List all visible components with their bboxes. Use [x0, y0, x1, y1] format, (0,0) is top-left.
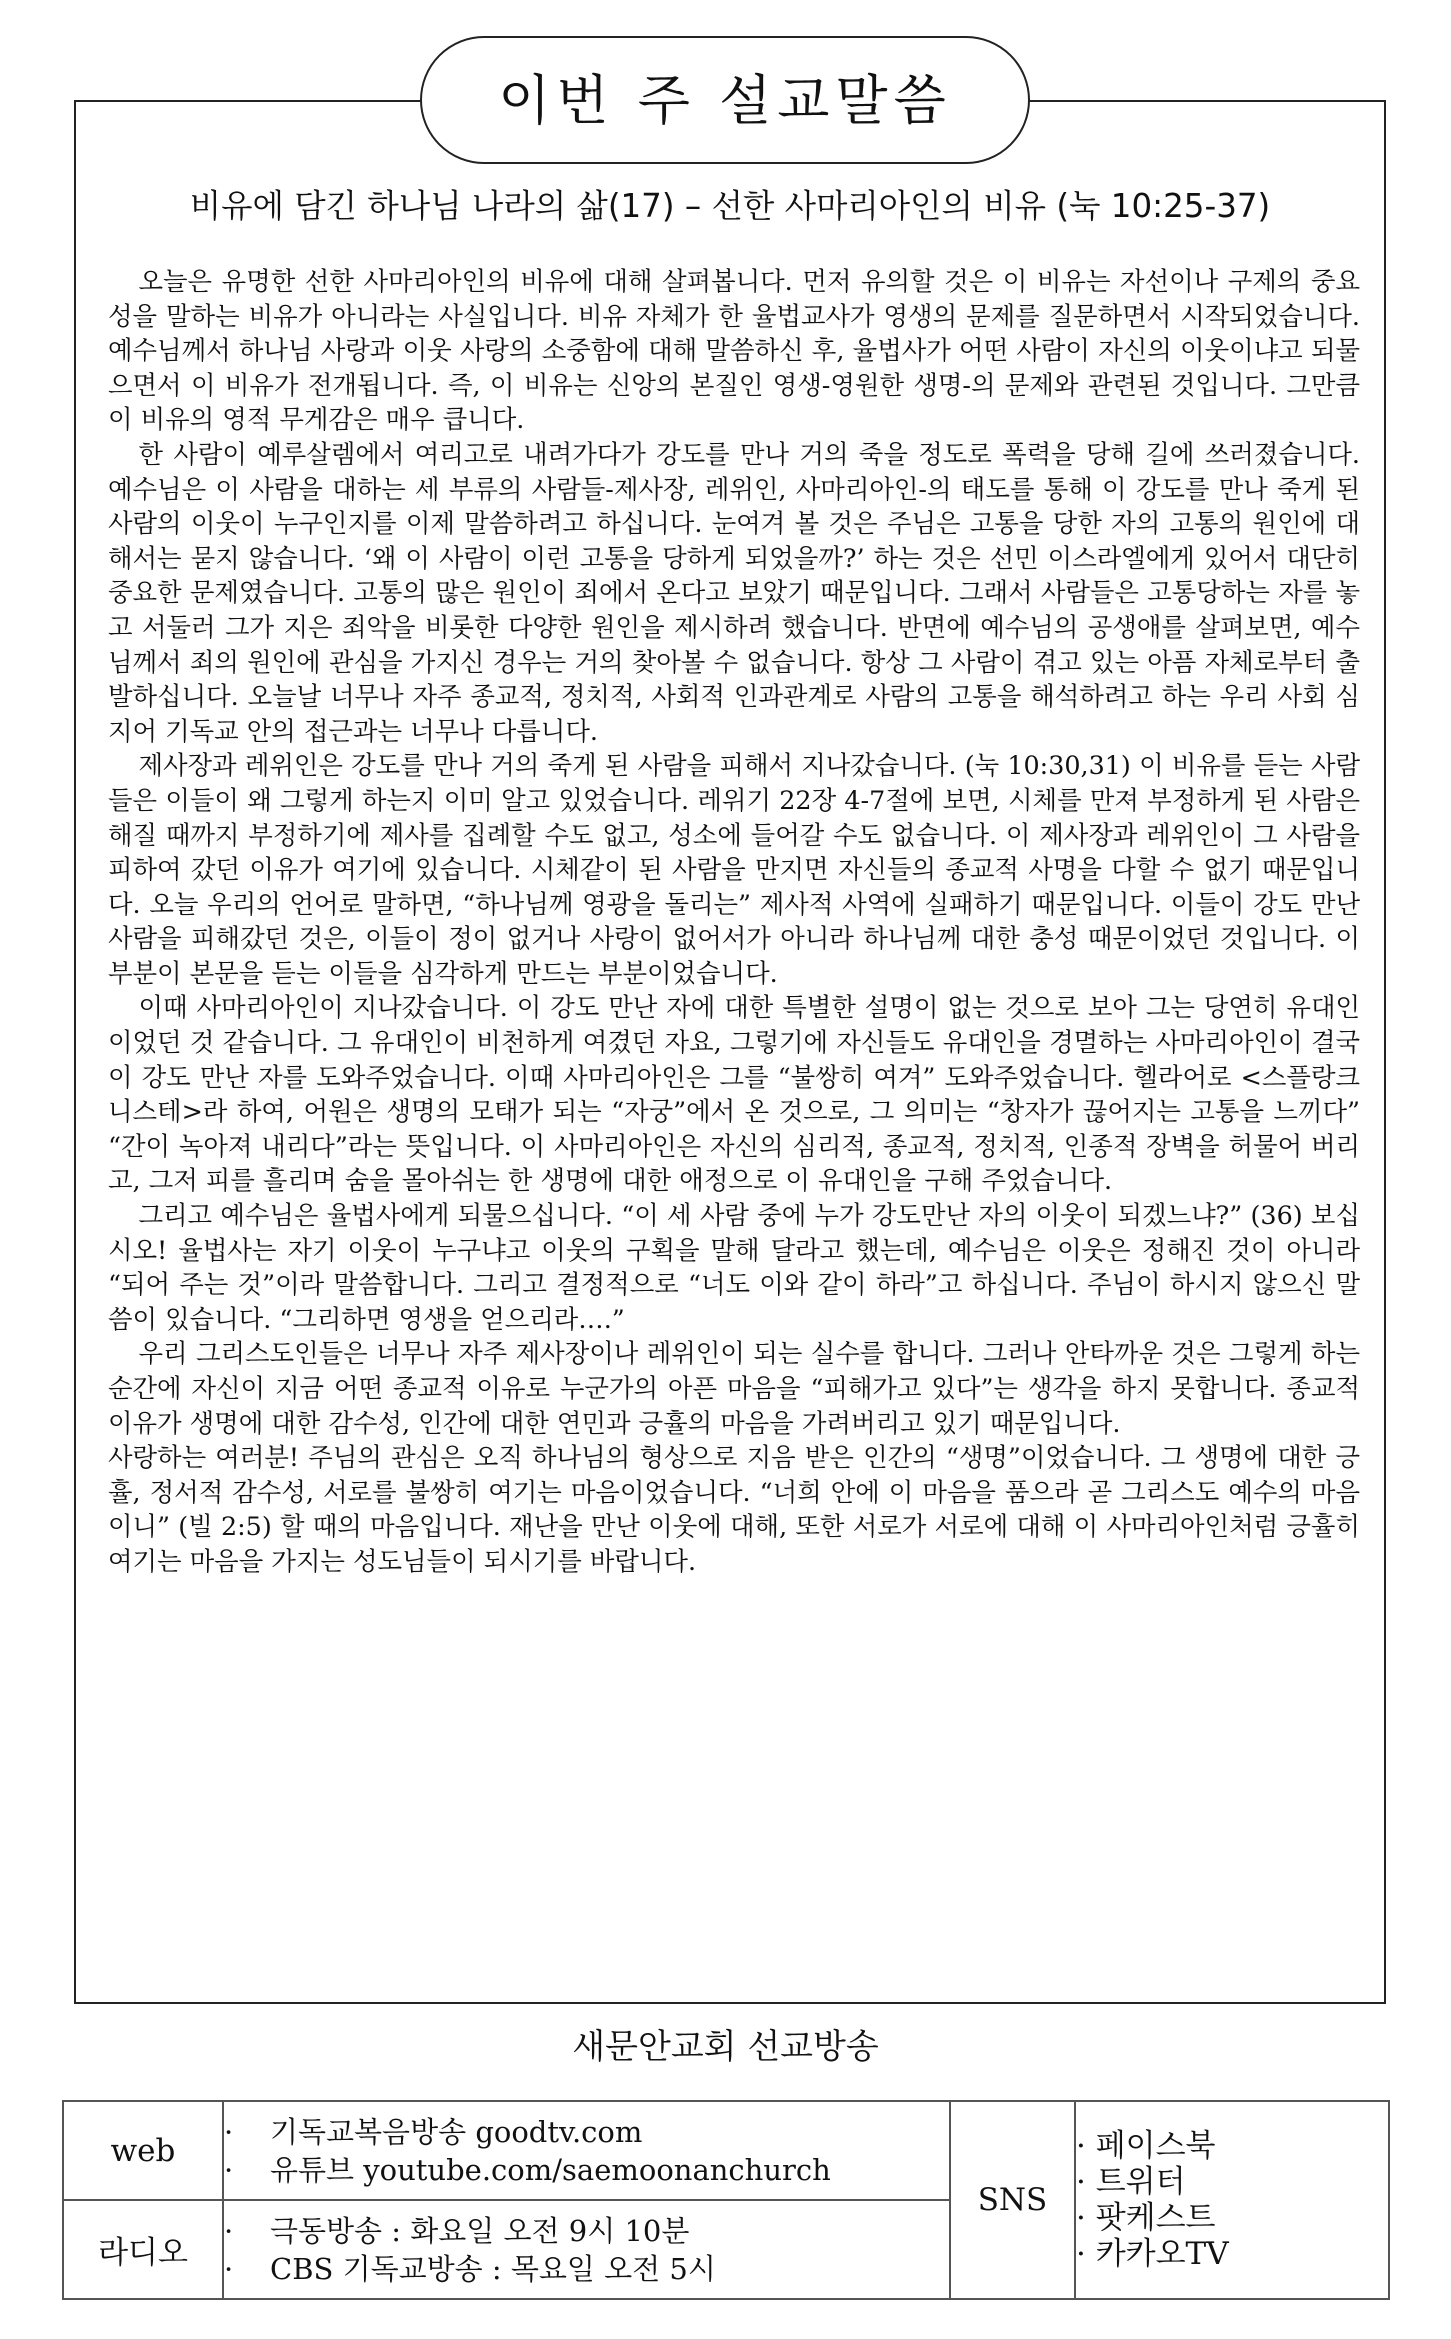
sns-item [1076, 2236, 1388, 2272]
bullet: · [224, 2213, 234, 2248]
sermon-body [108, 264, 1360, 1579]
bullet: · [1076, 2164, 1086, 2200]
sermon-paragraph: 우리 그리스도인들은 너무나 자주 제사장이나 레위인이 되는 실수를 합니다. 그러나 안타까운 것은 그렇게 하는 순간에 자신이 지금 어떤 종교적 이유로 누군가의 아픈 마음을 “피해가고 있다”는 생각을 하지 못합니다. 종교적 이유가 생명에 대한 감수성, 인간에 대한 연민과 긍휼의 마음을 가려버리고 있기 때문입니다. [108, 1338, 1360, 1438]
sermon-paragraph: 제사장과 레위인은 강도를 만나 거의 죽게 된 사람을 피해서 지나갔습니다. (눅 10:30,31) 이 비유를 듣는 사람들은 이들이 왜 그렇게 하는지 이미 알고 있었습니다. 레위기 22장 4-7절에 보면, 시체를 만져 부정하게 된 사람은 해질 때까지 부정하기에 제사를 집례할 수도 없고, 성소에 들어갈 수도 없습니다. 이 제사장과 레위인이 그 사람을 피하여 갔던 이유가 여기에 있습니다. 시체같이 된 사람을 만지면 자신들의 종교적 사명을 다할 수 없기 때문입니다. 오늘 우리의 언어로 말하면, “하나님께 영광을 돌리는” 제사적 사역에 실패하기 때문입니다. 이들이 강도 만난 사람을 피해갔던 것은, 이들이 정이 없거나 사랑이 없어서가 아니라 하나님께 대한 충성 때문이었던 것입니다. 이 부분이 본문을 듣는 이들을 심각하게 만드는 부분이었습니다. [108, 750, 1360, 988]
radio-item-text: CBS 기독교방송 : 목요일 오전 5시 [270, 2251, 716, 2286]
broadcast-title: 새문안교회 선교방송 [572, 2027, 879, 2067]
web-item-text: 유튜브 youtube.com/saemoonanchurch [270, 2152, 831, 2187]
web-list [223, 2101, 950, 2200]
radio-item [224, 2250, 949, 2288]
radio-item [224, 2212, 949, 2250]
sns-item-text: 팟케스트 [1095, 2200, 1216, 2236]
sermon-paragraph: 오늘은 유명한 선한 사마리아인의 비유에 대해 살펴봅니다. 먼저 유의할 것은 이 비유는 자선이나 구제의 중요성을 말하는 비유가 아니라는 사실입니다. 비유 자체가 한 율법교사가 영생의 문제를 질문하면서 시작되었습니다. 예수님께서 하나님 사랑과 이웃 사랑의 소중함에 대해 말씀하신 후, 율법사가 어떤 사람이 자신의 이웃이냐고 되물으면서 이 비유가 전개됩니다. 즉, 이 비유는 신앙의 본질인 영생-영원한 생명-의 문제와 관련된 것입니다. 그만큼 이 비유의 영적 무게감은 매우 큽니다. [108, 266, 1360, 435]
bullet: · [1076, 2128, 1086, 2164]
broadcast-table [62, 2100, 1390, 2300]
radio-item-text: 극동방송 : 화요일 오전 9시 10분 [270, 2213, 690, 2248]
section-header [420, 36, 1030, 164]
bullet: · [224, 2114, 234, 2149]
sns-item-text: 트위터 [1095, 2164, 1186, 2200]
sermon-paragraph: 그리고 예수님은 율법사에게 되물으십니다. “이 세 사람 중에 누가 강도만난 자의 이웃이 되겠느냐?” (36) 보십시오! 율법사는 자기 이웃이 누구냐고 이웃의 구획을 말해 달라고 했는데, 예수님은 이웃은 정해진 것이 아니라 “되어 주는 것”이라 말씀합니다. 그리고 결정적으로 “너도 이와 같이 하라”고 하십니다. 주님이 하시지 않으신 말씀이 있습니다. “그리하면 영생을 얻으리라….” [108, 1200, 1360, 1334]
section-header-label: 이번 주 설교말씀 [498, 68, 952, 132]
sns-item-text: 페이스북 [1095, 2128, 1216, 2164]
web-label: web [63, 2101, 223, 2200]
radio-label: 라디오 [63, 2200, 223, 2299]
web-item [224, 2113, 949, 2151]
sermon-title: 비유에 담긴 하나님 나라의 삶(17) – 선한 사마리아인의 비유 (눅 10:25-37) [189, 187, 1271, 225]
web-item [224, 2151, 949, 2189]
bullet: · [224, 2152, 234, 2187]
bullet: · [1076, 2200, 1086, 2236]
bullet: · [224, 2251, 234, 2286]
bullet: · [1076, 2236, 1086, 2272]
sermon-closing: 사랑하는 여러분! 주님의 관심은 오직 하나님의 형상으로 지음 받은 인간의 “생명”이었습니다. 그 생명에 대한 긍휼, 정서적 감수성, 서로를 불쌍히 여기는 마음이었습니다. “너희 안에 이 마음을 품으라 곧 그리스도 예수의 마음이니” (빌 2:5) 할 때의 마음입니다. 재난을 만난 이웃에 대해, 또한 서로가 서로에 대해 이 사마리아인처럼 긍휼히 여기는 마음을 가지는 성도님들이 되시기를 바랍니다. [108, 1442, 1360, 1576]
sns-item-text: 카카오TV [1095, 2236, 1229, 2272]
broadcast-row-web [63, 2101, 1389, 2200]
sns-list [1075, 2101, 1389, 2299]
radio-list [223, 2200, 950, 2299]
sns-item [1076, 2200, 1388, 2236]
sermon-paragraph: 이때 사마리아인이 지나갔습니다. 이 강도 만난 자에 대한 특별한 설명이 없는 것으로 보아 그는 당연히 유대인이었던 것 같습니다. 그 유대인이 비천하게 여겼던 자요, 그렇기에 자신들도 유대인을 경멸하는 사마리아인이 결국 이 강도 만난 자를 도와주었습니다. 이때 사마리아인은 그를 “불쌍히 여겨” 도와주었습니다. 헬라어로 <스플랑크니스테>라 하여, 어원은 생명의 모태가 되는 “자궁”에서 온 것으로, 그 의미는 “창자가 끊어지는 고통을 느끼다” “간이 녹아져 내리다”라는 뜻입니다. 이 사마리아인은 자신의 심리적, 종교적, 정치적, 인종적 장벽을 허물어 버리고, 그저 피를 흘리며 숨을 몰아쉬는 한 생명에 대한 애정으로 이 유대인을 구해 주었습니다. [108, 992, 1360, 1196]
sns-item [1076, 2128, 1388, 2164]
sns-item [1076, 2164, 1388, 2200]
sermon-paragraph: 한 사람이 예루살렘에서 여리고로 내려가다가 강도를 만나 거의 죽을 정도로 폭력을 당해 길에 쓰러졌습니다. 예수님은 이 사람을 대하는 세 부류의 사람들-제사장, 레위인, 사마리아인-의 태도를 통해 이 강도를 만나 죽게 된 사람의 이웃이 누구인지를 이제 말씀하려고 하십니다. 눈여겨 볼 것은 주님은 고통을 당한 자의 고통의 원인에 대해서는 묻지 않습니다. ‘왜 이 사람이 이런 고통을 당하게 되었을까?’ 하는 것은 선민 이스라엘에게 있어서 대단히 중요한 문제였습니다. 고통의 많은 원인이 죄에서 온다고 보았기 때문입니다. 그래서 사람들은 고통당하는 자를 놓고 서둘러 그가 지은 죄악을 비롯한 다양한 원인을 제시하려 했습니다. 반면에 예수님의 공생애를 살펴보면, 예수님께서 죄의 원인에 관심을 가지신 경우는 거의 찾아볼 수 없습니다. 항상 그 사람이 겪고 있는 아픔 자체로부터 출발하십니다. 오늘날 너무나 자주 종교적, 정치적, 사회적 인과관계로 사람의 고통을 해석하려고 하는 우리 사회 심지어 기독교 안의 접근과는 너무나 다릅니다. [108, 438, 1360, 746]
web-item-text: 기독교복음방송 goodtv.com [270, 2114, 643, 2149]
sns-label: SNS [950, 2101, 1075, 2299]
